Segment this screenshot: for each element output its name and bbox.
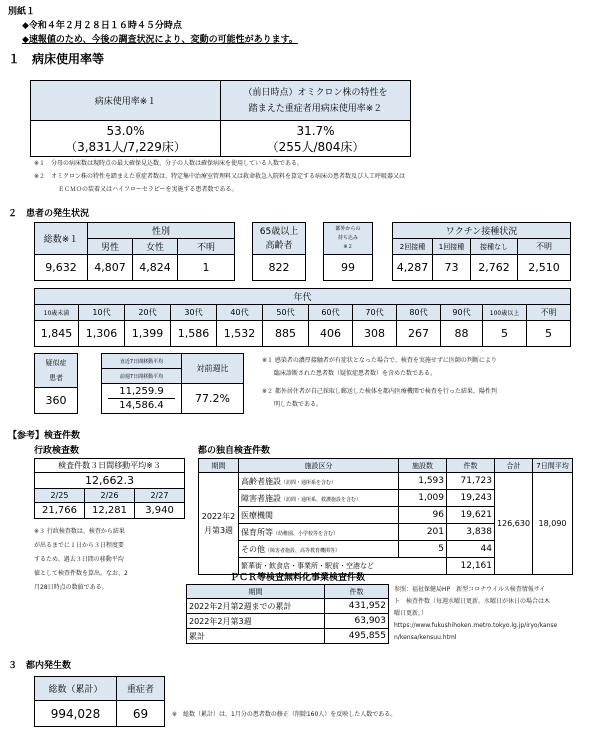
cumulative-table: [34, 676, 165, 727]
own-row-sub-4: （障害者施設、高等教育機関等）: [265, 547, 341, 554]
own-period-line1: 2022年2: [201, 511, 236, 521]
vaccine-unknown-label: 不明: [518, 239, 571, 255]
own-avg7: 18,090: [533, 473, 573, 575]
outside-label-3: ※２: [343, 244, 353, 250]
own-row-name-0: [239, 473, 399, 490]
own-period: [199, 473, 239, 575]
total-label: 総数※１: [35, 223, 88, 255]
own-row-name-3: [239, 524, 399, 541]
source-line1: 参照：福祉保健局HP 新型コロナウイルス検査情報サイ: [394, 586, 546, 593]
age-label-8: 80代: [397, 305, 441, 321]
col-avg: 7日間平均: [533, 459, 573, 473]
cumulative-total-label: 総数（累計）: [35, 677, 117, 701]
own-row-label-0: 高齢者施設: [241, 476, 281, 486]
pcr-row-value-0: 431,952: [325, 599, 389, 614]
admin-count-3: 3,940: [135, 503, 185, 519]
dose1-label: 1回接種: [433, 239, 471, 255]
cumulative-total-value: 994,028: [35, 701, 117, 727]
age-label-0: 10歳未満: [35, 305, 79, 321]
admin-note: [34, 525, 128, 595]
elderly-label: [253, 223, 306, 255]
own-row-label-4: その他: [241, 544, 265, 554]
age-value-4: 1,532: [217, 321, 263, 347]
admin-count-2: 12,281: [85, 503, 135, 519]
own-row-sub-0: （訪問・通所系を含む）: [281, 479, 337, 486]
suspect-label-2: 患者: [49, 373, 63, 382]
source-link-line1[interactable]: https://www.fukushihoken.metro.tokyo.lg.jp/iryo/kanse: [394, 622, 558, 629]
outside-table: [323, 222, 373, 281]
age-label-9: 90代: [441, 305, 483, 321]
severe-label: 重症者: [117, 677, 165, 701]
age-value-6: 406: [309, 321, 353, 347]
own-tests-title: 都の独自検査件数: [198, 446, 271, 456]
age-label-3: 30代: [171, 305, 217, 321]
section3-title: ３ 都内発生数: [8, 661, 72, 671]
admin-date-1: 2/25: [35, 489, 85, 503]
female-label: 女性: [133, 239, 178, 255]
admin-note-line5: 月28日時点の数値である。: [34, 584, 108, 591]
col-count: 件数: [447, 459, 495, 473]
bed-usage-table: [30, 80, 411, 157]
warning: ◆速報値のため、今後の調査状況により、変動の可能性があります。: [22, 35, 298, 45]
section1-note2a: ※２ オミクロン株の特性を踏まえた重症者数は、特定集中治療室管理料又は救命救急入院料を算定する病床の患者数及び人工呼吸器又は: [34, 173, 406, 180]
pcr-table: [186, 584, 389, 644]
own-row-label-5: 繁華街・飲食店・事業所・駅前・空港など: [241, 562, 374, 570]
patients-table: [34, 222, 235, 281]
severe-usage-cell: [221, 121, 411, 157]
section2-note2a: ※２ 都外居住者が自己採取し郵送した検体を都内医療機関で検査を行った結果、陽性判: [262, 388, 497, 395]
age-value-7: 308: [353, 321, 397, 347]
vaccine-table: [392, 222, 571, 281]
section3-note: ※ 総数（累計）は、1月分の患者数の修正（削除160人）を反映した人数である。: [172, 711, 397, 718]
col-facilities: 施設数: [399, 459, 447, 473]
own-row-count-4: 44: [447, 541, 495, 558]
dose1-value: 73: [433, 255, 471, 281]
pcr-row-label-2: 累計: [187, 629, 325, 644]
severe-usage-detail: （255人/804床）: [266, 139, 365, 154]
section1-note1: ※１ 分母の病床数は現時点の最大確保見込数、分子の人数は確保病床を使用している人数である。: [34, 160, 304, 167]
own-row-facilities-1: 1,009: [399, 490, 447, 507]
attachment-label: 別紙１: [8, 7, 36, 17]
admin-date-2: 2/26: [85, 489, 135, 503]
prior-avg-label: 前週7日間移動平均: [102, 369, 182, 384]
col-category: 施設区分: [239, 459, 399, 473]
timestamp: ◆令和４年２月２８日１６時４５分時点: [22, 21, 182, 31]
week-over-week-label: 対前週比: [182, 354, 244, 384]
sex-unknown-value: 1: [178, 255, 235, 281]
own-row-label-1: 障害者施設: [241, 493, 281, 503]
no-dose-value: 2,762: [471, 255, 518, 281]
own-period-line2: 月第3週: [203, 525, 234, 535]
pcr-col-count: 件数: [325, 585, 389, 599]
bed-usage-header: 病床使用率※１: [31, 81, 221, 121]
elderly-label-2: 高齢者: [265, 240, 293, 251]
age-value-0: 1,845: [35, 321, 79, 347]
admin-tests-table: [34, 458, 185, 519]
own-row-count-3: 3,838: [447, 524, 495, 541]
elderly-label-1: 65歳以上: [259, 226, 299, 237]
admin-note-line3: するため、過去３日間の移動平均: [34, 556, 124, 563]
outside-label: [324, 223, 373, 255]
age-value-2: 1,399: [125, 321, 171, 347]
section2-note1a: ※１ 感染者の濃厚接触者が有症状となった場合で、検査を実施せずに医師の判断により: [262, 357, 497, 364]
own-row-label-2: 医療機関: [241, 510, 273, 520]
age-label-2: 20代: [125, 305, 171, 321]
prior-avg-value: 14,586.4: [119, 400, 164, 411]
age-label-1: 10代: [79, 305, 125, 321]
admin-note-line2: が出るまでに１日から３日程度要: [34, 542, 125, 549]
own-row-facilities-0: 1,593: [399, 473, 447, 490]
outside-value: 99: [324, 255, 373, 281]
age-value-9: 88: [441, 321, 483, 347]
section2-title: ２ 患者の発生状況: [8, 209, 90, 219]
dose2-value: 4,287: [393, 255, 433, 281]
vaccine-unknown-value: 2,510: [518, 255, 571, 281]
own-row-facilities-3: 201: [399, 524, 447, 541]
age-label-5: 50代: [263, 305, 309, 321]
admin-count-1: 21,766: [35, 503, 85, 519]
pcr-row-value-1: 63,903: [325, 614, 389, 629]
age-value-11: 5: [527, 321, 571, 347]
age-value-8: 267: [397, 321, 441, 347]
reference-title: 【参考】検査件数: [8, 431, 81, 441]
total-value: 9,632: [35, 255, 88, 281]
source-link-line2[interactable]: n/kensa/kensuu.html: [394, 634, 457, 641]
suspect-table: [34, 353, 78, 414]
age-value-3: 1,586: [171, 321, 217, 347]
vaccine-label: ワクチン接種状況: [393, 223, 571, 239]
bed-usage-value: 53.0%: [106, 123, 145, 138]
suspect-label: [35, 354, 78, 388]
bed-usage-cell: [31, 121, 221, 157]
severe-usage-header-line1: （前日時点）オミクロン株の特性を: [243, 87, 388, 98]
female-value: 4,824: [133, 255, 178, 281]
sex-unknown-label: 不明: [178, 239, 235, 255]
age-label-10: 100歳以上: [483, 305, 527, 321]
dose2-label: 2回接種: [393, 239, 433, 255]
own-row-count-0: 71,723: [447, 473, 495, 490]
col-period: 期間: [199, 459, 239, 473]
pcr-row-value-2: 495,855: [325, 629, 389, 644]
week-over-week-value: 77.2%: [182, 384, 244, 414]
age-label-11: 不明: [527, 305, 571, 321]
own-row-count-1: 19,243: [447, 490, 495, 507]
moving-average-values: [102, 384, 182, 414]
section2-note1b: 臨床診断された患者数（疑似症患者数）を含めた数である。: [274, 370, 437, 377]
admin-avg-value: 12,662.3: [35, 473, 185, 489]
admin-note-line4: 値として検査件数を算出。なお、2: [34, 570, 128, 577]
sex-label: 性別: [88, 223, 235, 239]
age-value-10: 5: [483, 321, 527, 347]
age-table: [34, 288, 571, 347]
outside-label-1: 都外からの: [335, 226, 361, 232]
own-row-name-1: [239, 490, 399, 507]
admin-tests-title: 行政検査数: [34, 446, 80, 456]
own-row-count-5: 12,161: [447, 558, 495, 575]
own-total: 126,630: [495, 473, 533, 575]
recent-avg-value: 11,259.9: [119, 386, 164, 397]
admin-date-3: 2/27: [135, 489, 185, 503]
age-label-6: 60代: [309, 305, 353, 321]
suspect-label-1: 疑似症: [45, 358, 67, 367]
own-row-name-2: [239, 507, 399, 524]
source-line3: 曜日更新。）: [394, 610, 428, 617]
age-label-4: 40代: [217, 305, 263, 321]
male-value: 4,807: [88, 255, 133, 281]
admin-note-line1: ※３ 行政検査数は、検査から結果: [34, 528, 125, 535]
pcr-title: ＰＣＲ等検査無料化事業検査件数: [230, 573, 366, 583]
source-line2: ト 検査件数（毎週水曜日更新。水曜日が休日の場合は木: [394, 598, 551, 605]
pcr-col-period: 期間: [187, 585, 325, 599]
section1-note2b: ＥＣＭＯの装着又はハイフローセラピーを実施する患者数である。: [58, 186, 238, 193]
own-tests-table: [198, 458, 573, 575]
elderly-value: 822: [253, 255, 306, 281]
own-row-label-3: 保育所等: [241, 527, 273, 537]
bed-usage-detail: （3,831人/7,229床）: [65, 139, 186, 154]
recent-avg-label: 直近7日間移動平均: [102, 354, 182, 369]
male-label: 男性: [88, 239, 133, 255]
severe-value: 69: [117, 701, 165, 727]
own-row-sub-3: （幼稚園、小学校等を含む）: [273, 530, 339, 537]
suspect-value: 360: [35, 388, 78, 414]
admin-avg-label: 検査件数３日間移動平均※３: [35, 459, 185, 473]
source-note: [394, 584, 557, 644]
age-value-5: 885: [263, 321, 309, 347]
section1-title: １ 病床使用率等: [8, 52, 105, 66]
age-label-7: 70代: [353, 305, 397, 321]
age-value-1: 1,306: [79, 321, 125, 347]
own-row-facilities-2: 96: [399, 507, 447, 524]
severe-usage-header-line2: 踏まえた重症者用病床使用率※２: [248, 103, 383, 114]
col-total: 合計: [495, 459, 533, 473]
own-row-name-4: [239, 541, 399, 558]
own-row-count-2: 19,621: [447, 507, 495, 524]
severe-usage-value: 31.7%: [296, 123, 335, 138]
moving-average-table: [101, 353, 244, 414]
own-row-sub-1: （訪問・通所系、救護施設を含む）: [281, 496, 362, 503]
own-row-facilities-4: 5: [399, 541, 447, 558]
elderly-table: [252, 222, 306, 281]
section2-note2b: 明した数である。: [274, 401, 323, 408]
outside-label-2: 持ち込み: [337, 235, 358, 241]
no-dose-label: 接種なし: [471, 239, 518, 255]
pcr-row-label-0: 2022年2月第2週までの累計: [187, 599, 325, 614]
age-title: 年代: [35, 289, 571, 305]
severe-usage-header: [221, 81, 411, 121]
pcr-row-label-1: 2022年2月第3週: [187, 614, 325, 629]
